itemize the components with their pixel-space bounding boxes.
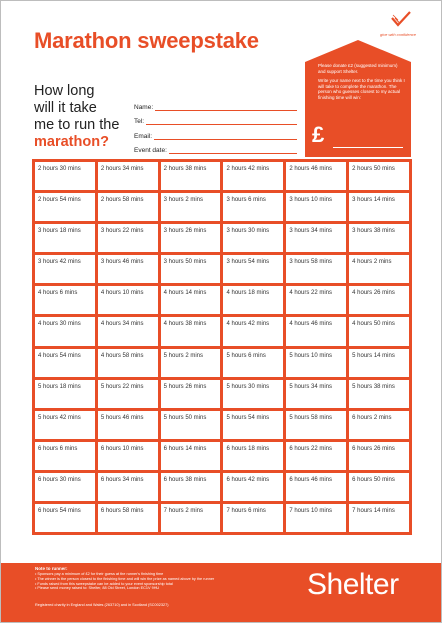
time-slot-cell[interactable]: 6 hours 50 mins: [349, 473, 409, 501]
time-slot-cell[interactable]: 7 hours 2 mins: [161, 504, 221, 532]
time-slot-cell[interactable]: 3 hours 18 mins: [35, 224, 95, 252]
time-slot-cell[interactable]: 3 hours 10 mins: [286, 193, 346, 221]
time-slot-cell[interactable]: 5 hours 46 mins: [98, 411, 158, 439]
field-label: Event date:: [134, 147, 167, 154]
time-slot-cell[interactable]: 6 hours 26 mins: [349, 442, 409, 470]
note-item: • The winner is the person closest to the finishing time and will win the prize as named above by the runner: [35, 577, 335, 582]
time-slot-cell[interactable]: 2 hours 58 mins: [98, 193, 158, 221]
time-slot-cell[interactable]: 3 hours 22 mins: [98, 224, 158, 252]
time-slot-cell[interactable]: 4 hours 22 mins: [286, 286, 346, 314]
time-slot-cell[interactable]: 6 hours 30 mins: [35, 473, 95, 501]
field-line[interactable]: [169, 146, 297, 154]
time-slot-cell[interactable]: 5 hours 26 mins: [161, 380, 221, 408]
time-slot-cell[interactable]: 6 hours 14 mins: [161, 442, 221, 470]
time-slot-cell[interactable]: 6 hours 42 mins: [223, 473, 283, 501]
time-slot-cell[interactable]: 4 hours 18 mins: [223, 286, 283, 314]
time-slot-cell[interactable]: 6 hours 38 mins: [161, 473, 221, 501]
time-slot-cell[interactable]: 6 hours 22 mins: [286, 442, 346, 470]
entry-fields: [134, 96, 297, 154]
time-slot-cell[interactable]: 4 hours 34 mins: [98, 317, 158, 345]
time-slot-cell[interactable]: 4 hours 6 mins: [35, 286, 95, 314]
time-slot-cell[interactable]: 4 hours 10 mins: [98, 286, 158, 314]
checkmark-tick-icon: [390, 9, 412, 31]
time-slot-cell[interactable]: 3 hours 2 mins: [161, 193, 221, 221]
shelter-logo: Shelter: [307, 568, 399, 601]
time-slot-cell[interactable]: 3 hours 6 mins: [223, 193, 283, 221]
time-slot-cell[interactable]: 6 hours 2 mins: [349, 411, 409, 439]
time-slot-cell[interactable]: 4 hours 14 mins: [161, 286, 221, 314]
field-line[interactable]: [154, 132, 297, 140]
time-slot-cell[interactable]: 5 hours 6 mins: [223, 349, 283, 377]
prize-amount-line[interactable]: [333, 147, 403, 148]
time-slot-cell[interactable]: 6 hours 34 mins: [98, 473, 158, 501]
time-slot-cell[interactable]: 6 hours 6 mins: [35, 442, 95, 470]
time-slot-cell[interactable]: 7 hours 6 mins: [223, 504, 283, 532]
time-slot-cell[interactable]: 2 hours 50 mins: [349, 162, 409, 190]
time-slot-cell[interactable]: 3 hours 54 mins: [223, 255, 283, 283]
time-slot-cell[interactable]: 2 hours 38 mins: [161, 162, 221, 190]
time-slot-cell[interactable]: 4 hours 54 mins: [35, 349, 95, 377]
time-slot-cell[interactable]: 5 hours 34 mins: [286, 380, 346, 408]
time-slot-cell[interactable]: 2 hours 46 mins: [286, 162, 346, 190]
page-title: Marathon sweepstake: [34, 28, 259, 53]
time-slot-cell[interactable]: 3 hours 30 mins: [223, 224, 283, 252]
time-slot-cell[interactable]: 5 hours 30 mins: [223, 380, 283, 408]
time-slot-cell[interactable]: 4 hours 2 mins: [349, 255, 409, 283]
time-slot-cell[interactable]: 5 hours 50 mins: [161, 411, 221, 439]
donate-box: [305, 40, 411, 157]
question-line-1: How long: [34, 83, 95, 99]
event-date-field[interactable]: [134, 140, 297, 155]
question-line-3: me to run the: [34, 117, 120, 133]
tel-field[interactable]: [134, 111, 297, 126]
time-slot-cell[interactable]: 5 hours 58 mins: [286, 411, 346, 439]
field-label: Email:: [134, 132, 153, 140]
time-slot-cell[interactable]: 3 hours 46 mins: [98, 255, 158, 283]
time-slot-cell[interactable]: 3 hours 14 mins: [349, 193, 409, 221]
time-slot-cell[interactable]: 2 hours 30 mins: [35, 162, 95, 190]
note-item: • Funds raised from this sweepstake can be added to your event sponsorship total: [35, 582, 335, 587]
time-slot-cell[interactable]: 4 hours 38 mins: [161, 317, 221, 345]
tagline: give with confidence: [380, 32, 417, 37]
time-slot-cell[interactable]: 3 hours 26 mins: [161, 224, 221, 252]
time-slot-cell[interactable]: 6 hours 54 mins: [35, 504, 95, 532]
name-field[interactable]: [134, 96, 297, 111]
time-slot-cell[interactable]: 6 hours 58 mins: [98, 504, 158, 532]
footer: [1, 563, 442, 623]
time-grid: [32, 159, 412, 535]
donate-text-1: Please donate £2 (suggested minimum) and support Shelter.: [318, 63, 398, 74]
time-slot-cell[interactable]: 5 hours 54 mins: [223, 411, 283, 439]
time-slot-cell[interactable]: 4 hours 50 mins: [349, 317, 409, 345]
time-slot-cell[interactable]: 4 hours 46 mins: [286, 317, 346, 345]
field-label: Tel:: [134, 118, 145, 125]
question-heading: [34, 83, 119, 151]
field-line[interactable]: [146, 117, 297, 125]
time-slot-cell[interactable]: 2 hours 54 mins: [35, 193, 95, 221]
question-line-2: will it take: [34, 100, 97, 116]
time-slot-cell[interactable]: 3 hours 50 mins: [161, 255, 221, 283]
donate-text-2: Write your name next to the time you think I will take to complete the marathon. The person who guesses closest to my actual finishing time will win:: [318, 78, 405, 100]
note-item: • Please send money raised to: Shelter, 88 Old Street, London EC1V 9HU: [35, 586, 335, 591]
time-slot-cell[interactable]: 3 hours 58 mins: [286, 255, 346, 283]
time-slot-cell[interactable]: 5 hours 38 mins: [349, 380, 409, 408]
email-field[interactable]: [134, 125, 297, 140]
donate-text: [318, 63, 406, 105]
time-slot-cell[interactable]: 4 hours 58 mins: [98, 349, 158, 377]
note-item: • Sponsors pay a minimum of £2 for their guess at the runner's finishing time: [35, 572, 335, 577]
registration-text: Registered charity in England and Wales (263710) and in Scotland (SC002327): [35, 603, 169, 607]
time-slot-cell[interactable]: 5 hours 42 mins: [35, 411, 95, 439]
time-slot-cell[interactable]: 5 hours 2 mins: [161, 349, 221, 377]
time-slot-cell[interactable]: 7 hours 10 mins: [286, 504, 346, 532]
time-slot-cell[interactable]: 3 hours 34 mins: [286, 224, 346, 252]
time-slot-cell[interactable]: 6 hours 10 mins: [98, 442, 158, 470]
time-slot-cell[interactable]: 5 hours 10 mins: [286, 349, 346, 377]
time-slot-cell[interactable]: 4 hours 42 mins: [223, 317, 283, 345]
time-slot-cell[interactable]: 4 hours 26 mins: [349, 286, 409, 314]
time-slot-cell[interactable]: 6 hours 46 mins: [286, 473, 346, 501]
notes-title: Note to runner:: [35, 566, 68, 571]
notes-list: [35, 572, 335, 591]
time-slot-cell[interactable]: 6 hours 18 mins: [223, 442, 283, 470]
time-slot-cell[interactable]: 2 hours 42 mins: [223, 162, 283, 190]
field-label: Name:: [134, 103, 154, 111]
question-accent: marathon?: [34, 134, 109, 150]
time-slot-cell[interactable]: 5 hours 22 mins: [98, 380, 158, 408]
time-slot-cell[interactable]: 5 hours 14 mins: [349, 349, 409, 377]
time-slot-cell[interactable]: 4 hours 30 mins: [35, 317, 95, 345]
field-line[interactable]: [155, 103, 297, 111]
runner-notes: [35, 566, 335, 591]
time-slot-cell[interactable]: 5 hours 18 mins: [35, 380, 95, 408]
time-slot-cell[interactable]: 2 hours 34 mins: [98, 162, 158, 190]
time-slot-cell[interactable]: 3 hours 38 mins: [349, 224, 409, 252]
time-slot-cell[interactable]: 7 hours 14 mins: [349, 504, 409, 532]
time-slot-cell[interactable]: 3 hours 42 mins: [35, 255, 95, 283]
pound-sign: £: [312, 122, 325, 147]
